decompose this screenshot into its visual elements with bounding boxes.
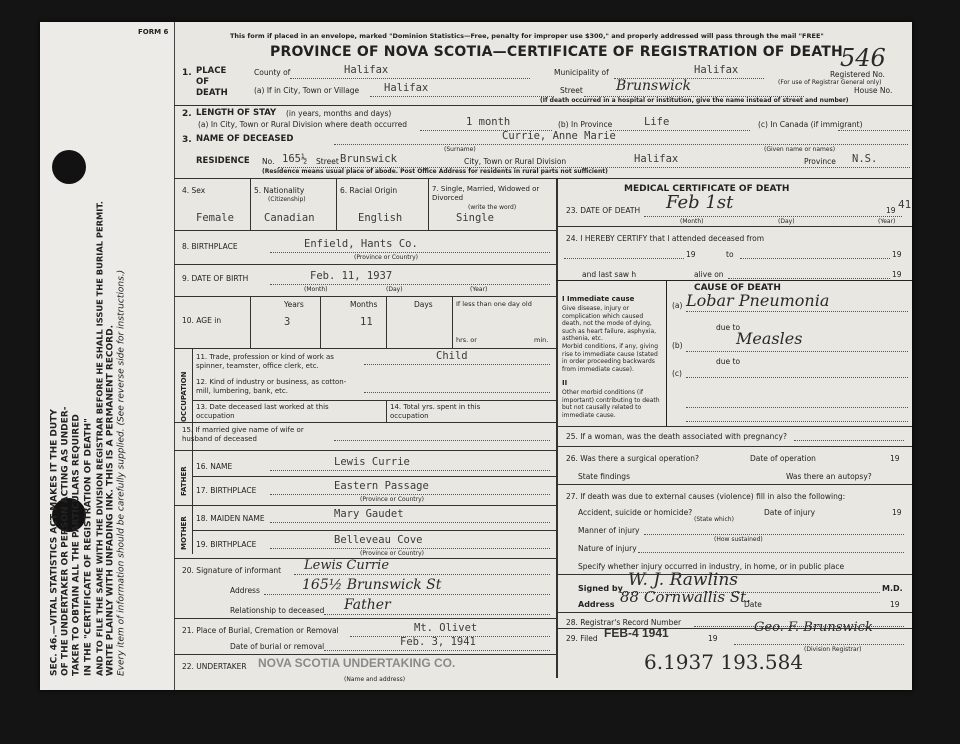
certify-label: 24. I HEREBY CERTIFY that I attended deceased from (566, 234, 765, 243)
cause-b-value: Measles (736, 329, 803, 348)
surname-note: (Surname) (444, 146, 476, 153)
filed-year: 19 (708, 634, 718, 643)
months-value: 11 (360, 316, 373, 328)
days-label: Days (414, 300, 433, 309)
father-side-label: FATHER (180, 466, 188, 496)
months-label: Months (350, 300, 378, 309)
burial-place: Mt. Olivet (414, 622, 478, 634)
other-morbid-note: Other morbid conditions (if important) contributing to death but not causally related to immediate cause. (562, 389, 660, 419)
street-value: Brunswick (616, 78, 691, 94)
certify-to: to (726, 250, 734, 259)
instruction-line: AND TO FILE THE SAME WITH THE DIVISION REGISTRAR BEFORE HE SHALL ISSUE THE BURIAL PERMIT. (94, 201, 105, 676)
certify-year-1: 19 (686, 250, 696, 259)
birthplace-note: (Province or Country) (354, 254, 418, 261)
death-year-note: (Year) (878, 218, 896, 225)
operation-date-label: Date of operation (750, 454, 816, 463)
cause-of-death-box (556, 280, 912, 427)
informant-signature: Lewis Currie (304, 558, 390, 573)
immediate-heading: I Immediate cause (562, 295, 635, 303)
autopsy-label: Was there an autopsy? (786, 472, 872, 481)
burial-date-label: Date of burial or removal (230, 642, 325, 651)
cause-b-label: (b) (672, 341, 683, 350)
residence-no: 165½ (282, 153, 308, 165)
stay-a-label: (a) In City, Town or Rural Division where death occurred (198, 120, 408, 129)
certificate-title: PROVINCE OF NOVA SCOTIA—CERTIFICATE OF REGISTRATION OF DEATH (270, 44, 843, 60)
name-of-deceased-label: NAME OF DECEASED (196, 134, 294, 144)
municipality-label: Municipality of (554, 68, 609, 77)
registrar-signature: Geo. F. Brunswick (754, 620, 873, 635)
father-birthplace: Eastern Passage (334, 480, 429, 492)
residence-street-label: Street (316, 157, 339, 166)
form-body (174, 22, 912, 690)
last-saw-year: 19 (892, 270, 902, 279)
nationality-note: (Citizenship) (268, 196, 306, 203)
medical-cert-title: MEDICAL CERTIFICATE OF DEATH (624, 184, 790, 194)
instruction-line: Every item of information should be carefully supplied. (See reverse side for instructions.) (116, 269, 127, 676)
instruction-line: OF THE UNDERTAKER OR PERSON ACTING AS UNDER- (60, 406, 71, 676)
registered-no-note: (For use of Registrar General only) (778, 79, 882, 86)
city-label: (a) If in City, Town or Village (254, 86, 360, 95)
md-label: M.D. (882, 584, 903, 593)
handwritten-file-numbers: 6.1937 193.584 (644, 650, 804, 674)
stay-a-value: 1 month (466, 116, 511, 128)
division-registrar-note: (Division Registrar) (804, 646, 862, 653)
marital-value: Single (456, 212, 494, 224)
industry-label: 12. Kind of industry or business, as cotton-mill, lumbering, bank, etc. (196, 378, 347, 395)
stay-b-value: Life (644, 116, 670, 128)
informant-address-label: Address (230, 586, 260, 595)
death-month-note: (Month) (680, 218, 704, 225)
county-label: County of (254, 68, 291, 77)
informant-sig-label: 20. Signature of informant (182, 566, 282, 575)
stay-c-label: (c) In Canada (if immigrant) (758, 120, 863, 129)
instruction-line: WRITE PLAINLY WITH UNFADING INK. THIS IS A PERMANENT RECORD. (105, 325, 116, 676)
alive-on-label: alive on (694, 270, 724, 279)
physician-date-label: Date (744, 600, 762, 609)
father-name: Lewis Currie (334, 456, 410, 468)
form-number: FORM 6 (138, 28, 169, 36)
informant-address: 165½ Brunswick St (302, 577, 442, 593)
vertical-instructions (50, 36, 165, 676)
last-saw-label: and last saw h (582, 270, 637, 279)
residence-city-label: City, Town or Rural Division (464, 157, 567, 166)
deceased-name: Currie, Anne Marie (502, 130, 616, 142)
cause-a-value: Lobar Pneumonia (686, 291, 830, 310)
residence-label: RESIDENCE (196, 156, 250, 166)
origin-value: English (358, 212, 403, 224)
death-certificate (40, 22, 912, 690)
county-value: Halifax (344, 64, 389, 76)
state-which-note: (State which) (694, 516, 734, 523)
section-ii: II (562, 379, 568, 387)
instruction-line: SEC. 46.—VITAL STATISTICS ACT MAKES IT THE DUTY (49, 409, 60, 676)
accident-label: Accident, suicide or homicide? (578, 508, 693, 517)
given-note: (Given name or names) (764, 146, 836, 153)
morbid-note: Morbid conditions, if any, giving rise to immediate cause (stated in order proceeding backwards from immediate cause). (562, 343, 659, 373)
length-of-stay-label: LENGTH OF STAY (196, 108, 277, 118)
date-of-death-label: 23. DATE OF DEATH (566, 206, 641, 215)
residence-province: N.S. (852, 153, 878, 165)
marital-label: 7. Single, Married, Widowed or Divorced (432, 185, 540, 202)
hrs-label: hrs. or (456, 336, 477, 344)
physician-address: 88 Cornwallis St. (620, 588, 751, 606)
residence-note: (Residence means usual place of abode. Post Office Address for residents in rural parts not sufficient) (262, 168, 608, 175)
origin-label: 6. Racial Origin (340, 186, 398, 195)
filed-label: 29. Filed (566, 634, 598, 643)
physician-address-label: Address (578, 600, 615, 609)
day-note: (Day) (386, 286, 403, 293)
operation-year: 19 (890, 454, 900, 463)
relationship-value: Father (344, 597, 391, 613)
residence-no-label: No. (262, 157, 275, 166)
injury-year: 19 (892, 508, 902, 517)
city-value: Halifax (384, 82, 429, 94)
cause-title: CAUSE OF DEATH (694, 283, 781, 293)
death-year-suffix: 41 (898, 198, 912, 211)
residence-province-label: Province (804, 157, 836, 166)
sex-label: 4. Sex (182, 186, 206, 195)
dob-label: 9. DATE OF BIRTH (182, 274, 249, 283)
undertaker-label: 22. UNDERTAKER (182, 662, 247, 671)
immediate-note: Give disease, injury or complication which caused death, not the mode of dying, such as heart failure, asphyxia, asthenia, etc. (562, 305, 657, 342)
years-value: 3 (284, 316, 291, 328)
how-sustained-note: (How sustained) (714, 536, 763, 543)
operation-label: 26. Was there a surgical operation? (566, 454, 699, 463)
nature-label: Nature of injury (578, 544, 637, 553)
nationality-label: 5. Nationality (254, 186, 305, 195)
trade-value: Child (436, 350, 468, 362)
due-to-1: due to (716, 323, 741, 332)
physician-date-year: 19 (890, 600, 900, 609)
registration-number: 546 (840, 44, 886, 72)
signed-by-label: Signed by (578, 584, 623, 593)
residence-city: Halifax (634, 153, 679, 165)
total-years-label: 14. Total yrs. spent in this occupation (390, 403, 481, 420)
filed-stamp: FEB-4 1941 (604, 626, 669, 640)
due-to-2: due to (716, 357, 741, 366)
month-note: (Month) (304, 286, 328, 293)
cause-c-label: (c) (672, 369, 682, 378)
burial-place-label: 21. Place of Burial, Cremation or Removal (182, 626, 339, 635)
father-birthplace-label: 17. BIRTHPLACE (196, 486, 257, 495)
occupation-side-label: OCCUPATION (180, 371, 188, 422)
mother-name-label: 18. MAIDEN NAME (196, 514, 265, 523)
marital-note: (write the word) (468, 204, 517, 211)
findings-label: State findings (578, 472, 630, 481)
spouse-label: 15. If married give name of wife or husband of deceased (182, 426, 304, 443)
undertaker-stamp: NOVA SCOTIA UNDERTAKING CO. (258, 656, 456, 670)
stay-b-label: (b) In Province (558, 120, 613, 129)
year-note: (Year) (470, 286, 488, 293)
relationship-label: Relationship to deceased (230, 606, 325, 615)
death-day-note: (Day) (778, 218, 795, 225)
mother-birthplace: Belleveau Cove (334, 534, 423, 546)
birthplace-label: 8. BIRTHPLACE (182, 242, 238, 251)
age-label: 10. AGE in (182, 316, 222, 325)
certify-year-2: 19 (892, 250, 902, 259)
specify-label: Specify whether injury occurred in industry, in home, or in public place (578, 562, 845, 571)
external-causes-label: 27. If death was due to external causes (violence) fill in also the following: (566, 492, 846, 501)
dob-value: Feb. 11, 1937 (310, 270, 393, 282)
place-note: (If death occurred in a hospital or institution, give the name instead of street and number) (540, 97, 849, 104)
instruction-margin (40, 22, 175, 690)
cause-a-label: (a) (672, 301, 683, 310)
instruction-line: TAKER TO OBTAIN ALL THE PARTICULARS REQUIRED (71, 414, 82, 676)
last-worked-label: 13. Date deceased last worked at this occupation (196, 403, 329, 420)
nationality-value: Canadian (264, 212, 315, 224)
under-day-label: If less than one day old (456, 300, 532, 308)
municipality-value: Halifax (694, 64, 739, 76)
mother-birthplace-label: 19. BIRTHPLACE (196, 540, 257, 549)
instruction-line: IN THE "CERTIFICATE OF REGISTRATION OF DEATH" (83, 418, 94, 676)
injury-date-label: Date of injury (764, 508, 816, 517)
mother-side-label: MOTHER (180, 516, 188, 550)
mail-notice: This form if placed in an envelope, marked "Dominion Statistics—Free, penalty for improper use $300," and properly addressed will pass through the mail "FREE" (230, 32, 824, 40)
record-number-label: 28. Registrar's Record Number (566, 618, 682, 627)
house-no-label: House No. (854, 86, 893, 95)
father-prov-note: (Province or Country) (360, 496, 424, 503)
death-year-prefix: 19 (886, 206, 896, 215)
trade-label: 11. Trade, profession or kind of work as spinner, teamster, office clerk, etc. (196, 353, 334, 370)
physician-signature: W. J. Rawlins (628, 570, 739, 590)
date-of-death-value: Feb 1st (666, 192, 734, 213)
sex-value: Female (196, 212, 234, 224)
burial-date: Feb. 3, 1941 (400, 636, 476, 648)
residence-street: Brunswick (340, 153, 397, 165)
manner-label: Manner of injury (578, 526, 640, 535)
years-label: Years (284, 300, 304, 309)
min-label: min. (534, 336, 549, 344)
place-num: 1. (182, 68, 192, 78)
mother-prov-note: (Province or Country) (360, 550, 424, 557)
undertaker-note: (Name and address) (344, 676, 406, 683)
father-name-label: 16. NAME (196, 462, 233, 471)
place-of-death-label: PLACE OF DEATH (196, 66, 228, 98)
street-label: Street (560, 86, 583, 95)
registered-no-label: Registered No. (830, 70, 885, 79)
stay-note: (in years, months and days) (286, 109, 392, 118)
deceased-num: 3. (182, 135, 192, 145)
stay-num: 2. (182, 109, 192, 119)
birthplace-value: Enfield, Hants Co. (304, 238, 418, 250)
mother-name: Mary Gaudet (334, 508, 404, 520)
pregnancy-label: 25. If a woman, was the death associated with pregnancy? (566, 432, 787, 441)
